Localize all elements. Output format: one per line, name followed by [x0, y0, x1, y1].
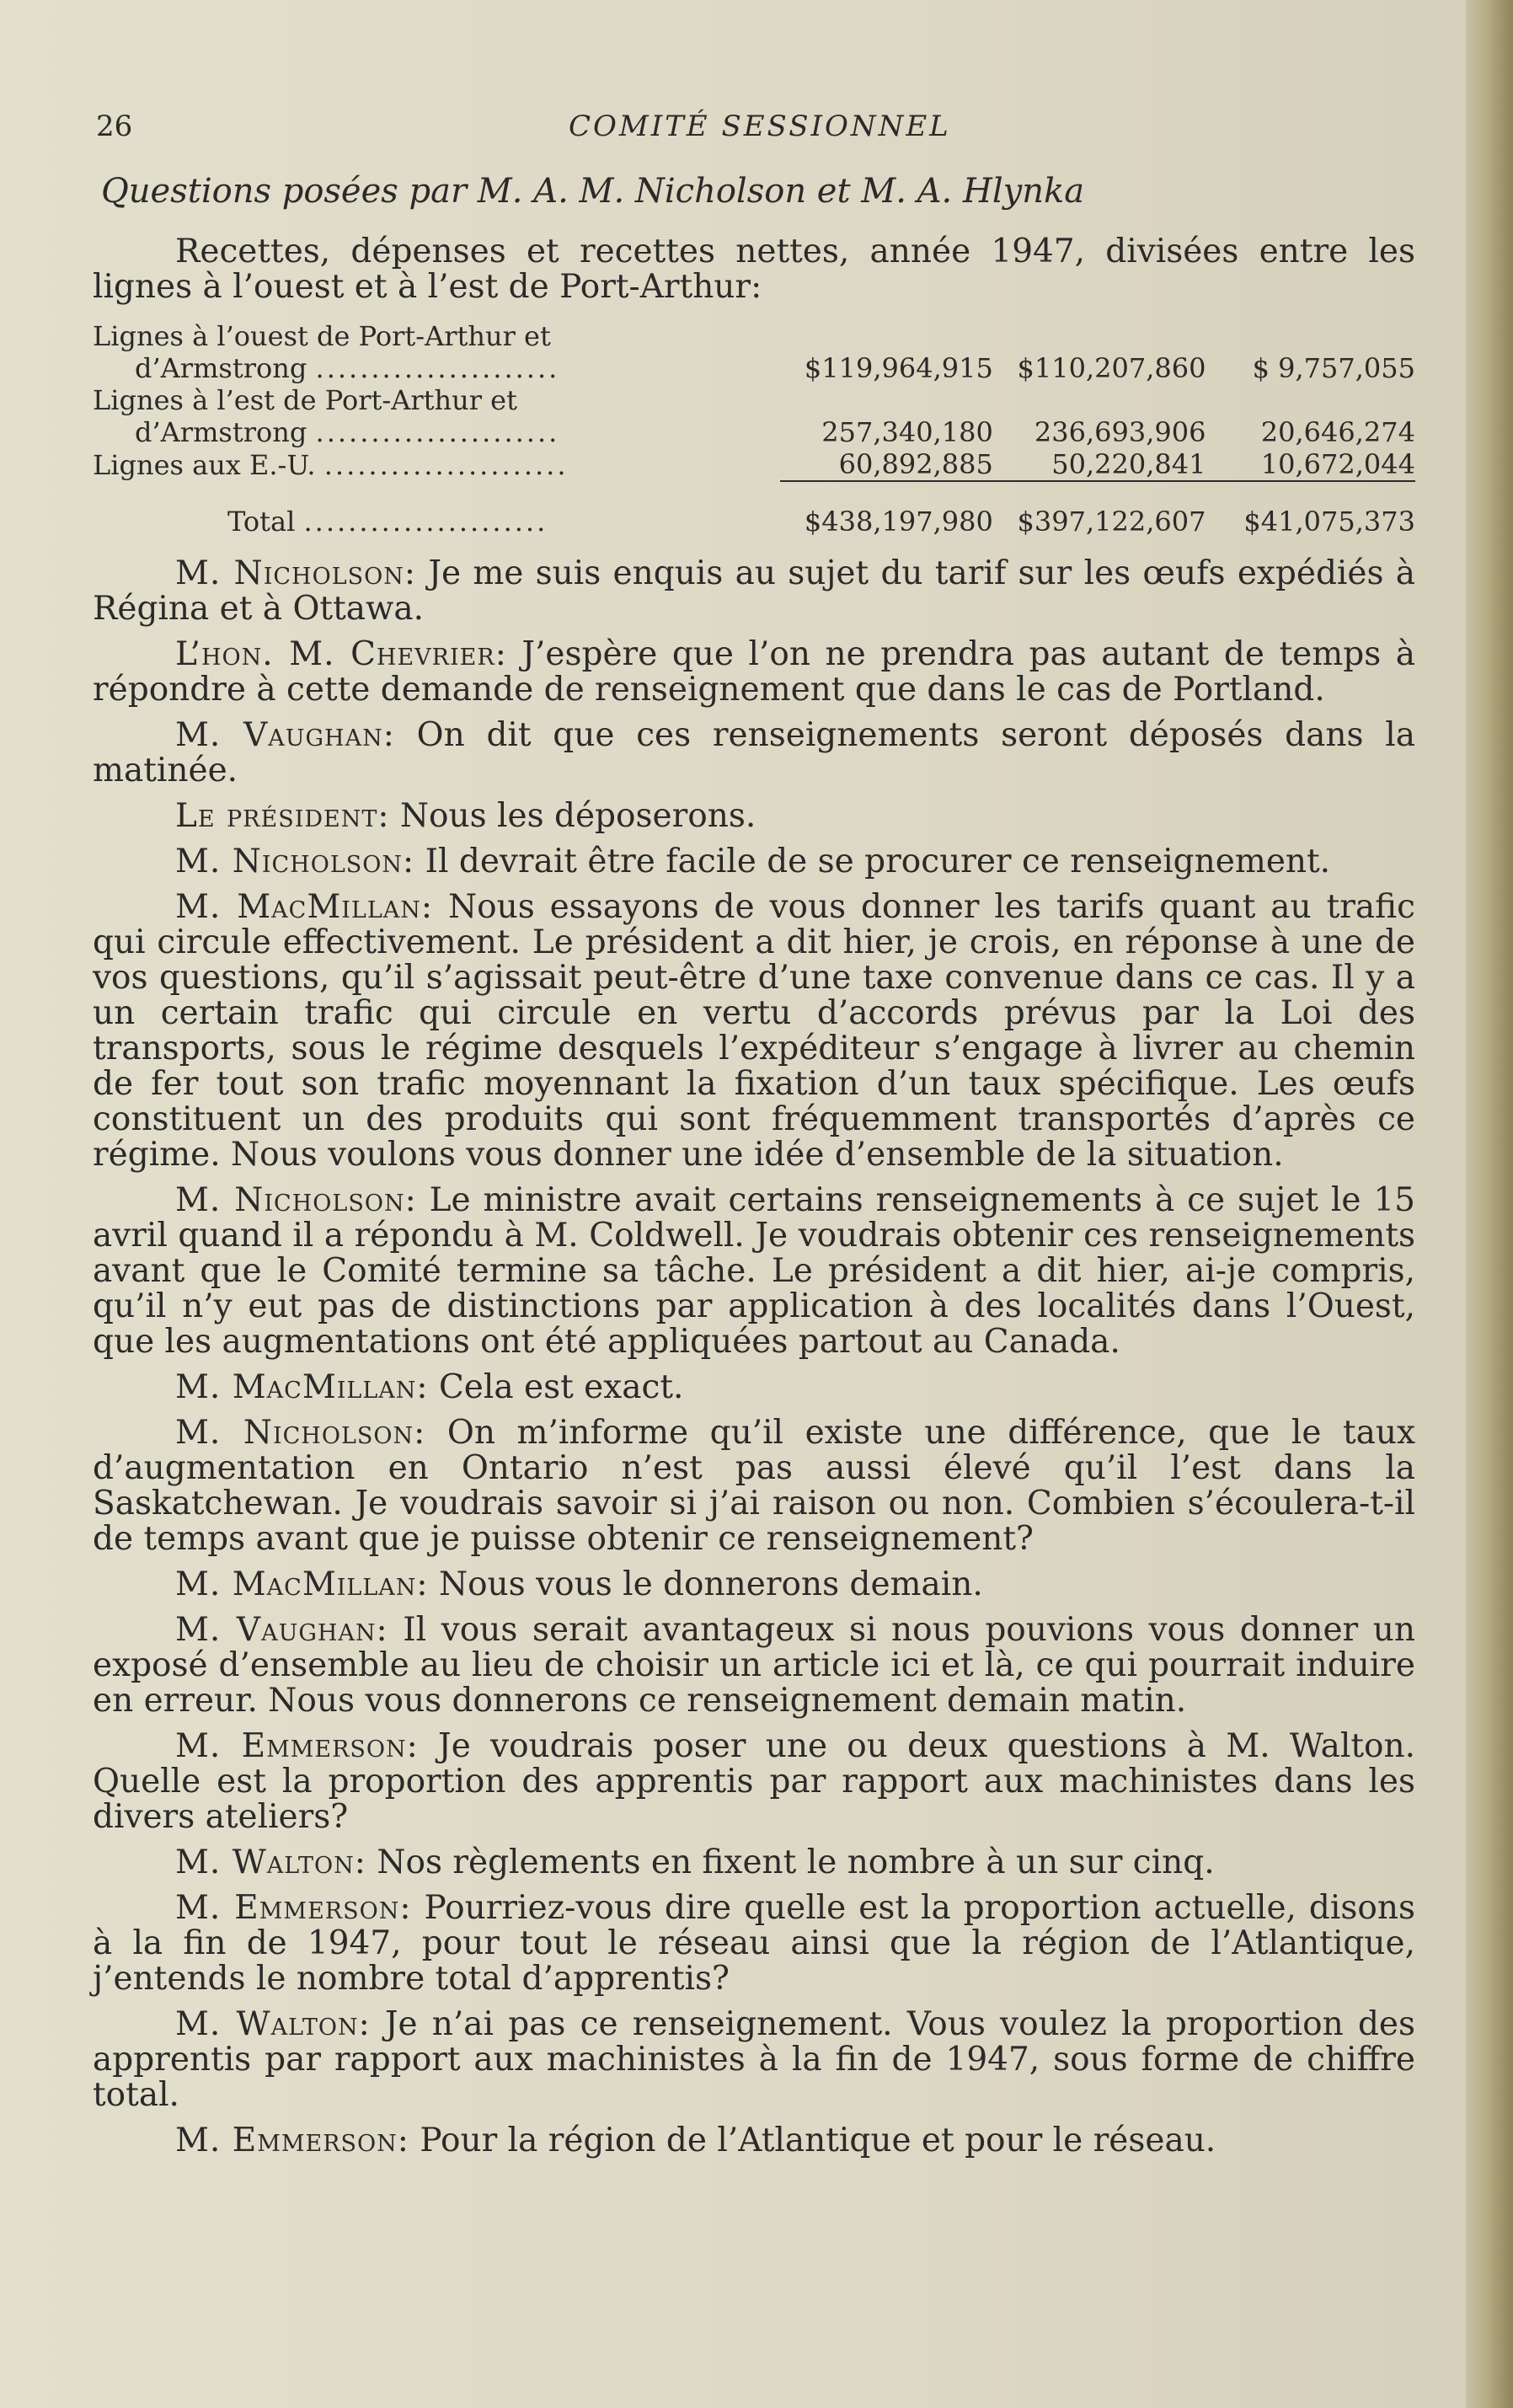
row-label — [93, 320, 780, 384]
dialogue-paragraph — [93, 1567, 1415, 1603]
table-row — [93, 384, 1415, 448]
speech-text: Je n’ai pas ce renseignement. Vous voulez la proportion des apprentis par rapport aux machinistes à la fin de 1947, sous forme de chiffre total. — [93, 2005, 1416, 2114]
speech-text: Nous les déposerons. — [389, 797, 756, 835]
document-body — [93, 110, 1415, 2169]
running-head: COMITÉ SESSIONNEL — [569, 110, 951, 143]
table-row — [93, 448, 1415, 481]
speaker-name: Le président: — [175, 797, 390, 835]
speech-text: Nous vous le donnerons demain. — [428, 1565, 983, 1603]
speech-text: On m’informe qu’il existe une différence, que le taux d’augmentation en Ontario n’est pas aussi élevé qu’il l’est dans la Saskatchewan. Je voudrais savoir si j’ai raison ou non. Combien s’écoulera-t-il de temps avant que je puisse obtenir ce renseignement? — [93, 1414, 1415, 1558]
dialogue-paragraph — [93, 1845, 1415, 1881]
speech-text: On dit que ces renseignements seront déposés dans la matinée. — [93, 716, 1415, 789]
speech-text: Pourriez-vous dire quelle est la proportion actuelle, disons à la fin de 1947, pour tout le réseau ainsi que la région de l’Atlantique, j’entends le nombre total d’apprentis? — [93, 1889, 1415, 1998]
page-number: 26 — [96, 110, 133, 143]
leader-dots: ...................... — [323, 449, 569, 481]
speech-text: Pour la région de l’Atlantique et pour le réseau. — [409, 2122, 1216, 2159]
total-label — [93, 481, 780, 538]
revenue-cell: 60,892,885 — [838, 448, 993, 480]
speaker-name: M. Emmerson: — [175, 1889, 412, 1927]
dialogue-paragraph — [93, 890, 1415, 1173]
dialogue-paragraph — [93, 1370, 1415, 1405]
page-edge — [1466, 0, 1513, 2408]
speech-text: Nos règlements en fixent le nombre à un sur cinq. — [366, 1843, 1215, 1881]
speaker-name: M. Emmerson: — [175, 2122, 409, 2159]
speech-text: Je voudrais poser une ou deux questions à M. Walton. Quelle est la proportion des apprentis par rapport aux machinistes dans les divers ateliers? — [93, 1727, 1415, 1836]
row-label-line2 — [93, 416, 780, 448]
row-label — [93, 448, 780, 481]
speaker-name: M. Nicholson: — [175, 554, 417, 592]
dialogue-paragraph — [93, 844, 1415, 880]
speaker-name: M. Walton: — [175, 2005, 371, 2043]
total-revenue-cell: $438,197,980 — [780, 481, 993, 538]
speaker-name: M. Emmerson: — [175, 1727, 419, 1765]
speaker-name: M. Vaughan: — [175, 716, 395, 754]
dialogue-paragraph — [93, 799, 1415, 834]
speaker-name: M. MacMillan: — [175, 1565, 429, 1603]
leader-dots: ...................... — [315, 416, 560, 448]
dialogue — [93, 556, 1415, 2159]
speech-text: J’espère que l’on ne prendra pas autant de temps à répondre à cette demande de renseignement que dans le cas de Portland. — [93, 635, 1415, 709]
row-label-text: d’Armstrong — [135, 416, 307, 448]
row-label-line1: Lignes à l’ouest de Port-Arthur et — [93, 320, 551, 352]
row-label-line1: Lignes à l’est de Port-Arthur et — [93, 384, 517, 416]
row-label-line1: Lignes aux E.-U. — [93, 449, 316, 481]
dialogue-paragraph — [93, 556, 1415, 627]
speech-text: Il devrait être facile de se procurer ce renseignement. — [414, 843, 1331, 880]
page-header — [93, 110, 1415, 152]
dialogue-paragraph — [93, 1729, 1415, 1835]
net-cell: 20,646,274 — [1260, 416, 1415, 448]
dialogue-paragraph — [93, 2123, 1415, 2159]
speech-text: Je me suis enquis au sujet du tarif sur les œufs expédiés à Régina et à Ottawa. — [93, 554, 1415, 628]
leader-dots: ...................... — [303, 506, 548, 538]
net-cell: $ 9,757,055 — [1252, 352, 1415, 384]
intro-paragraph: Recettes, dépenses et recettes nettes, année 1947, divisées entre les lignes à l’ouest et à l’est de Port-Arthur: — [93, 233, 1415, 306]
speech-text: Il vous serait avantageux si nous pouvions vous donner un exposé d’ensemble au lieu de choisir un article ici et là, ce qui pourrait induire en erreur. Nous vous donnerons ce renseignement demain matin. — [93, 1611, 1415, 1720]
revenue-cell: $119,964,915 — [804, 352, 993, 384]
row-label-text: d’Armstrong — [135, 352, 307, 384]
dialogue-paragraph — [93, 1183, 1415, 1360]
speech-text: Nous essayons de vous donner les tarifs quant au trafic qui circule effectivement. Le président a dit hier, je crois, en réponse à une de vos questions, qu’il s’agissait peut-être d’une taxe convenue dans ce cas. Il y a un certain trafic qui circule en vertu d’accords prévus par la Loi des transports, sous le régime desquels l’expéditeur s’engage à livrer au chemin de fer tout son trafic moyennant la fixation d’un taux spécifique. Les œufs constituent un des produits qui sont fréquemment transportés d’après ce régime. Nous voulons vous donner une idée d’ensemble de la situation. — [93, 888, 1415, 1174]
row-label-line2 — [93, 352, 780, 384]
revenue-cell: 257,340,180 — [821, 416, 993, 448]
expense-cell: 236,693,906 — [1034, 416, 1206, 448]
net-cell: 10,672,044 — [1260, 448, 1415, 480]
speaker-name: M. Nicholson: — [175, 1181, 417, 1219]
dialogue-paragraph — [93, 637, 1415, 708]
expense-cell: 50,220,841 — [1051, 448, 1206, 480]
speaker-name: L’hon. M. Chevrier: — [175, 635, 507, 673]
leader-dots: ...................... — [315, 352, 560, 384]
row-label — [93, 384, 780, 448]
expense-cell: $110,207,860 — [1017, 352, 1206, 384]
question-title: Questions posées par M. A. M. Nicholson et M. A. Hlynka — [101, 172, 1085, 211]
speech-text: Cela est exact. — [428, 1368, 684, 1406]
speaker-name: M. Nicholson: — [175, 1414, 426, 1452]
total-expense-cell: $397,122,607 — [993, 481, 1206, 538]
total-row — [93, 481, 1415, 538]
dialogue-paragraph — [93, 1613, 1415, 1719]
table-row — [93, 320, 1415, 384]
speaker-name: M. MacMillan: — [175, 888, 434, 926]
total-label-text: Total — [227, 506, 296, 538]
dialogue-paragraph — [93, 2007, 1415, 2113]
dialogue-paragraph — [93, 1891, 1415, 1997]
speaker-name: M. Nicholson: — [175, 843, 415, 880]
speaker-name: M. Walton: — [175, 1843, 366, 1881]
dialogue-paragraph — [93, 718, 1415, 789]
total-net-cell: $41,075,373 — [1206, 481, 1415, 538]
speech-text: Le ministre avait certains renseignements à ce sujet le 15 avril quand il a répondu à M. Coldwell. Je voudrais obtenir ces renseignements avant que le Comité termine sa tâche. Le président a dit hier, ai-je compris, qu’il n’y eut pas de distinctions par application à des localités dans l’Ouest, que les augmentations ont été appliquées partout au Canada. — [93, 1181, 1415, 1361]
speaker-name: M. MacMillan: — [175, 1368, 429, 1406]
dialogue-paragraph — [93, 1415, 1415, 1557]
revenue-table — [93, 320, 1415, 538]
speaker-name: M. Vaughan: — [175, 1611, 388, 1649]
